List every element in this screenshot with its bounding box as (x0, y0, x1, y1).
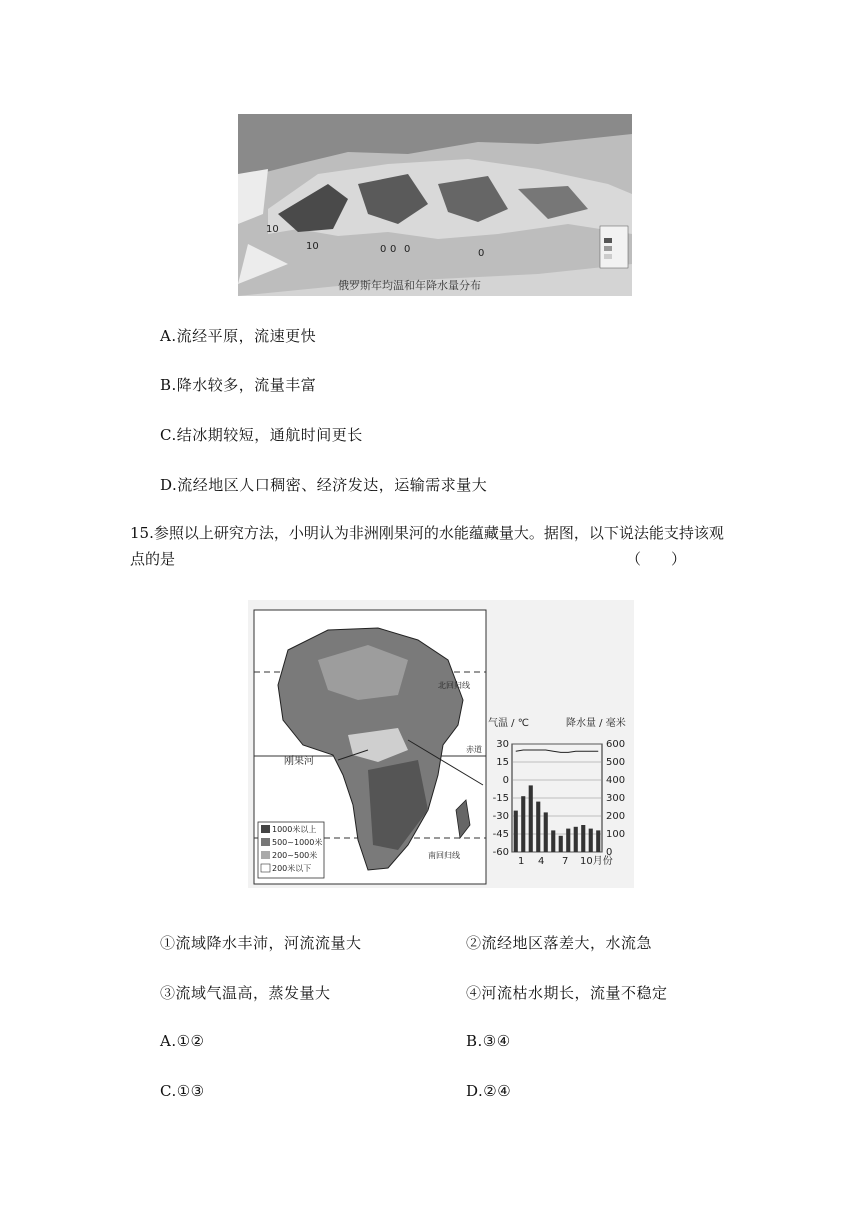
legend-500-1000: 500~1000米 (272, 838, 323, 847)
figure1-caption: 俄罗斯年均温和年降水量分布 (338, 279, 481, 292)
right-tick-label: 400 (606, 775, 626, 786)
right-tick-label: 200 (606, 811, 626, 822)
right-tick-label: 600 (606, 739, 626, 750)
option-label: B. (466, 1032, 483, 1050)
option-text: 降水较多，流量丰富 (176, 376, 317, 394)
q14-option-c[interactable] (160, 424, 363, 445)
q14-option-a[interactable] (160, 325, 316, 346)
option-text: ①② (176, 1032, 205, 1050)
right-tick-label: 300 (606, 793, 626, 804)
temperature-line (516, 750, 599, 752)
left-tick-label: 30 (496, 739, 509, 750)
precip-bar-1 (514, 811, 518, 852)
option-text: 结冰期较短，通航时间更长 (176, 426, 363, 444)
option-text: 流经平原，流速更快 (176, 327, 317, 345)
right-axis-label: 降水量 / 毫米 (566, 718, 626, 729)
x-tick-1: 1 (518, 856, 525, 867)
right-tick-label: 500 (606, 757, 626, 768)
statement-2: ②流经地区落差大，水流急 (466, 934, 653, 952)
map-label-10-b: 10 (306, 241, 319, 252)
statement-1: ①流域降水丰沛，河流流量大 (160, 934, 362, 952)
x-tick-7: 7 (562, 856, 569, 867)
map-label-0-d: 0 (478, 248, 485, 259)
left-tick-label: -45 (492, 829, 509, 840)
label-congo-river: 刚果河 (284, 756, 314, 767)
option-text: 流经地区人口稠密、经济发达，运输需求量大 (177, 476, 488, 494)
option-label: C. (160, 1082, 177, 1100)
right-tick-label: 100 (606, 829, 626, 840)
q15-stem-line1: 参照以上研究方法，小明认为非洲刚果河的水能蕴藏量大。据图，以下说法能支持该观 (153, 524, 724, 542)
option-label: C. (160, 426, 177, 444)
legend-200-below: 200米以下 (272, 864, 312, 873)
left-tick-label: 15 (496, 757, 509, 768)
precip-bar-8 (566, 829, 570, 852)
left-tick-label: -15 (492, 793, 509, 804)
option-label: B. (160, 376, 177, 394)
legend-1000-plus: 1000米以上 (272, 825, 317, 834)
statement-4: ④河流枯水期长，流量不稳定 (466, 984, 668, 1002)
precip-bar-5 (544, 812, 548, 852)
option-text: ③④ (482, 1032, 511, 1050)
precip-bar-4 (536, 802, 540, 852)
x-tick-4: 4 (538, 856, 545, 867)
map-label-0-b: 0 (390, 244, 397, 255)
q14-option-d[interactable] (160, 474, 487, 495)
russia-map-figure (238, 114, 632, 296)
precip-bar-11 (589, 829, 593, 852)
option-label: D. (466, 1082, 484, 1100)
russia-map-image (238, 114, 632, 296)
precip-bar-2 (521, 796, 525, 852)
precip-bar-7 (559, 836, 563, 852)
label-tropic-south: 南回归线 (428, 851, 460, 860)
precip-bar-12 (596, 830, 600, 852)
left-axis-label: 气温 / ℃ (488, 718, 529, 729)
legend-200-500: 200~500米 (272, 851, 318, 860)
statement-3: ③流域气温高，蒸发量大 (160, 984, 331, 1002)
map-label-10-a: 10 (266, 224, 279, 235)
q15-stem (130, 520, 740, 572)
option-label: D. (160, 476, 178, 494)
answer-bracket: （ ） (626, 550, 687, 568)
label-equator: 赤道 (466, 745, 482, 754)
q15-option-d[interactable] (466, 1082, 511, 1100)
q15-option-a[interactable] (160, 1032, 205, 1050)
precip-bar-10 (581, 825, 585, 852)
option-label: A. (160, 327, 177, 345)
map-label-0-a: 0 (380, 244, 387, 255)
x-tick-10: 10月份 (580, 856, 613, 867)
precip-bar-9 (574, 827, 578, 852)
map-label-0-c: 0 (404, 244, 411, 255)
precip-bar-6 (551, 830, 555, 852)
q15-option-b[interactable] (466, 1032, 511, 1050)
option-text: ①③ (176, 1082, 205, 1100)
right-tick-label: 0 (606, 847, 613, 858)
q15-number: 15. (130, 524, 154, 542)
left-tick-label: -30 (492, 811, 509, 822)
q15-stem-line2: 点的是 (130, 550, 176, 568)
left-tick-label: 0 (502, 775, 509, 786)
africa-map-image (248, 600, 634, 888)
africa-figure (248, 600, 634, 888)
option-text: ②④ (483, 1082, 512, 1100)
climate-chart (488, 716, 626, 867)
q15-option-c[interactable] (160, 1082, 205, 1100)
option-label: A. (160, 1032, 177, 1050)
q14-option-b[interactable] (160, 374, 316, 395)
label-tropic-north: 北回归线 (438, 681, 470, 690)
left-tick-label: -60 (492, 847, 509, 858)
precip-bar-3 (529, 785, 533, 852)
